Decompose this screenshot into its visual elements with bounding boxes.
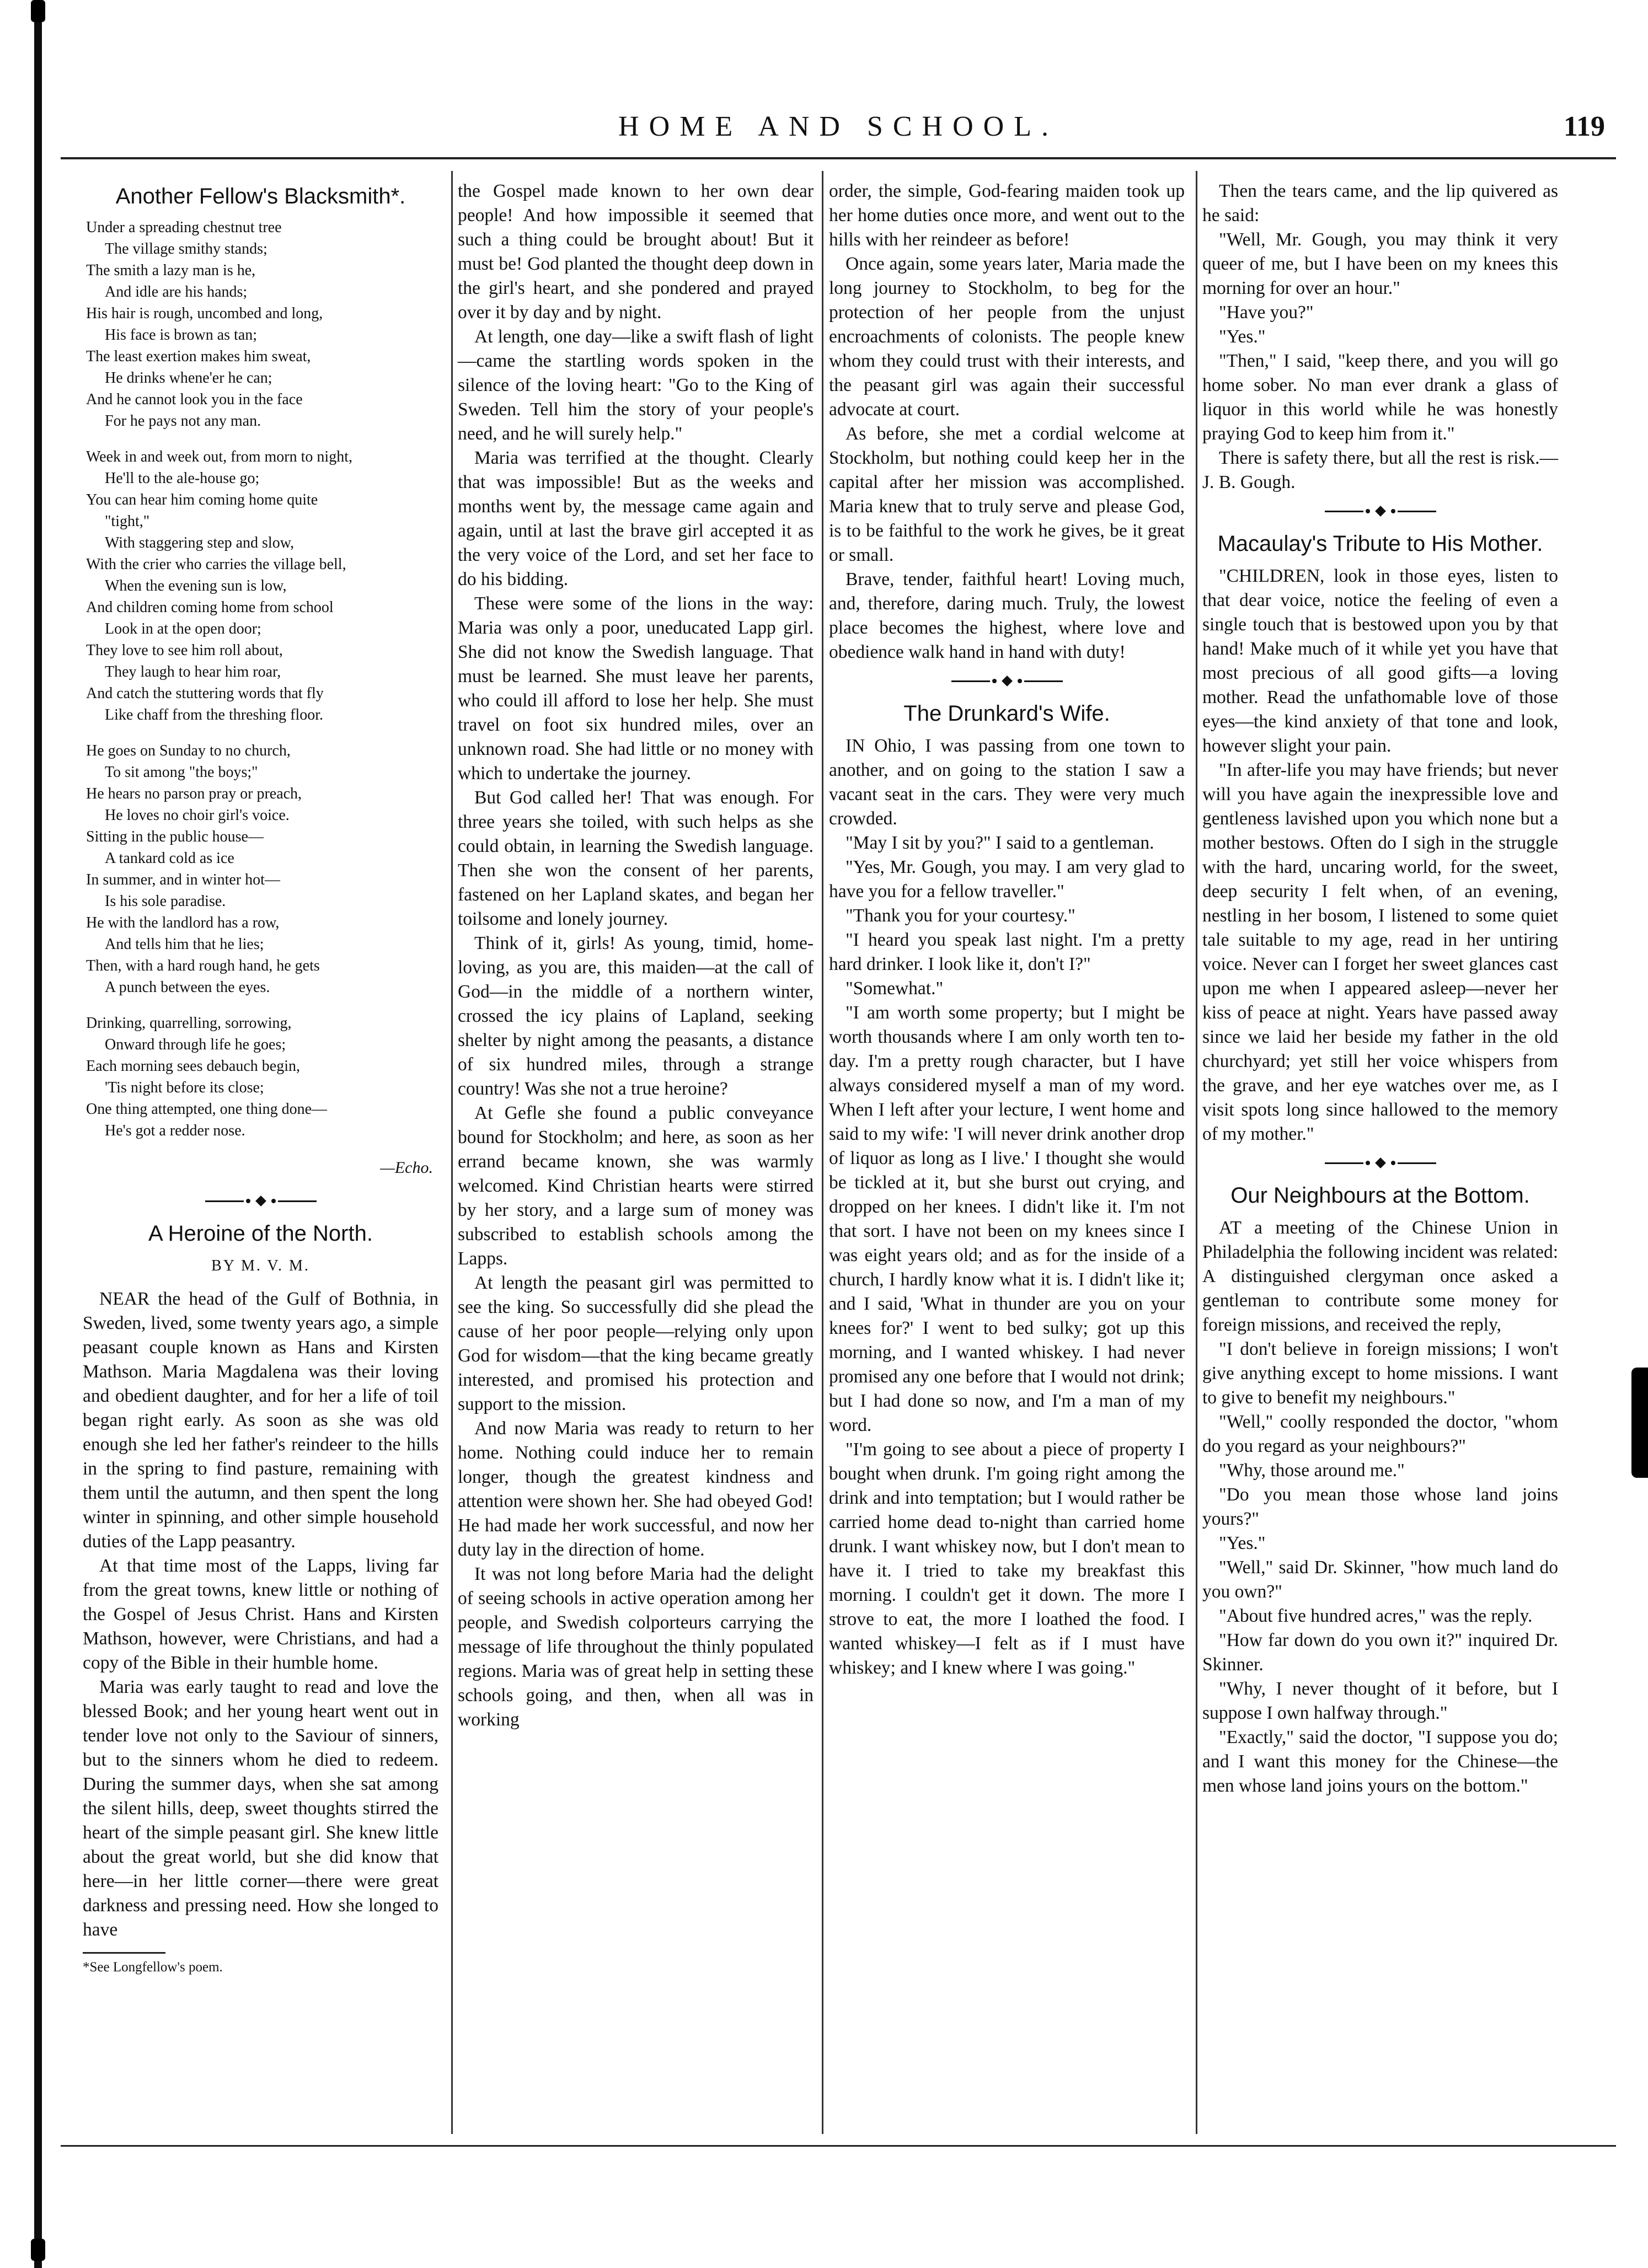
binding-blot (31, 2239, 45, 2261)
paragraph: "Yes." (1219, 326, 1266, 347)
paragraph: At length, one day—like a swift flash of light—came the startling words spoken in the silence of the loving heart: "Go to the King of Sweden. Tell him the story of your people's need, and he will surely help." (458, 326, 814, 444)
poem-line: Like chaff from the threshing floor. (105, 706, 324, 723)
poem-stanza (86, 1012, 438, 1141)
poem-line: He with the landlord has a row, (86, 914, 280, 931)
poem-line: His hair is rough, uncombed and long, (86, 305, 323, 322)
paragraph: "I am worth some property; but I might be worth thousands where I am only worth ten to-day. I'm a pretty rough character, but I have always considered myself a man of my word. When I left after your lecture, I went home and said to my wife: 'I will never drink another drop of liquor as long as I live.' I thought she would be tickled at it, but she burst out crying, and dropped on her knees. I didn't like it. I'm not that sort. I have not been on my knees since I was eight years old; and as for the inside of a church, I hardly know what it is. I didn't like it; and I said, 'What in thunder are you on your knees for?' I went to bed sulky; got up this morning, and I wanted whiskey. I had never promised any one before that I would not drink; but I had done so now, and I'm a man of my word. (829, 1002, 1185, 1435)
paragraph: "Well," coolly responded the doctor, "whom do you regard as your neighbours?" (1202, 1412, 1558, 1456)
paragraph: Once again, some years later, Maria made the long journey to Stockholm, to beg for the protection of her people from the unjust encroachments of colonists. The people knew whom they could trust with their interests, and the peasant girl was again their successful advocate at court. (829, 254, 1185, 420)
article-title: Macaulay's Tribute to His Mother. (1217, 532, 1543, 556)
page-margin (0, 0, 52, 2268)
paragraph: the Gospel made known to her own dear people! And how impossible it seemed that such a thing could be brought about! But it must be! God planted the thought deep down in the girl's heart, and she pondered and prayed over it by day and by night. (458, 181, 814, 323)
paragraph: "Thank you for your courtesy." (846, 905, 1076, 926)
column-1 (83, 179, 438, 1977)
paragraph: At length the peasant girl was permitted to see the king. So successfully did she plead the cause of her poor people—relying only upon God for wisdom—that the king became greatly interested, and promised his protection and support to the mission. (458, 1273, 814, 1414)
poem-line: They love to see him roll about, (86, 642, 283, 659)
column-4 (1202, 179, 1558, 1798)
section-divider (829, 677, 1185, 685)
paragraph: "CHILDREN, look in those eyes, listen to that dear voice, notice the feeling of even a single touch that is bestowed upon you by that hand! Make much of it while yet you have that most precious of all good gifts—a loving mother. Read the unfathomable love of those eyes—the kind anxiety of that tone and look, however slight your pain. (1202, 566, 1558, 756)
page-header (61, 110, 1616, 149)
binding-blot (31, 0, 45, 22)
page-number: 119 (1563, 111, 1605, 142)
poem-line: In summer, and in winter hot— (86, 871, 280, 888)
poem-line: A punch between the eyes. (105, 979, 270, 996)
poem-line: "tight," (105, 513, 150, 530)
paragraph: "I don't believe in foreign missions; I won't give anything except to home missions. I want to give to benefit my neighbours." (1202, 1339, 1558, 1408)
poem-stanza (86, 740, 438, 998)
poem-line: A tankard cold as ice (105, 850, 234, 867)
poem-line: Under a spreading chestnut tree (86, 219, 282, 236)
poem-line: And he cannot look you in the face (86, 391, 303, 408)
paragraph: "Do you mean those whose land joins yours?" (1202, 1484, 1558, 1529)
poem-line: He goes on Sunday to no church, (86, 742, 291, 759)
poem-line: His face is brown as tan; (105, 326, 258, 344)
poem (86, 217, 438, 1141)
paragraph: Maria was early taught to read and love the blessed Book; and her young heart went out in tender love not only to the Saviour of sinners, but to the sinners whom he died to redeem. During the summer days, when she sat among the silent hills, deep, sweet thoughts stirred the heart of the simple peasant girl. She knew little about the great world, but she did know that here—in her little corner—there were great darkness and pressing need. How she longed to have (83, 1677, 438, 1940)
paragraph: At that time most of the Lapps, living far from the great towns, knew little or nothing of the Gospel of Jesus Christ. Hans and Kirsten Mathson, however, were Christians, and had a copy of the Bible in their humble home. (83, 1556, 438, 1673)
header-rule (61, 157, 1616, 159)
poem-line: And idle are his hands; (105, 283, 248, 301)
paragraph: "About five hundred acres," was the reply. (1219, 1606, 1533, 1626)
paragraph: AT a meeting of the Chinese Union in Philadelphia the following incident was related: A distinguished clergyman once asked a gentleman to contribute some money for foreign missions, and received the reply, (1202, 1218, 1558, 1335)
paragraph: "Then," I said, "keep there, and you will go home sober. No man ever drank a glass of liquor in this world while he was honestly praying God to keep him from it." (1202, 351, 1558, 444)
poem-stanza (86, 446, 438, 726)
section-divider (1202, 1159, 1558, 1167)
paragraph: Maria was terrified at the thought. Clearly that was impossible! But as the weeks and months went by, the message came again and again, until at last the brave girl accepted it as the very voice of the Lord, and set her face to do his bidding. (458, 448, 814, 589)
paragraph: Then the tears came, and the lip quivered as he said: (1202, 181, 1558, 226)
paragraph: "I'm going to see about a piece of property I bought when drunk. I'm going right among the drink and into temptation; but I would rather be carried home dead to-night than carried home drunk. I want whiskey now, but I don't mean to have it. I tried to take my breakfast this morning. I couldn't get it down. The more I strove to eat, the more I loathed the food. I wanted whiskey—I felt as if I must have whiskey; and I knew where I was going." (829, 1439, 1185, 1678)
paragraph: "How far down do you own it?" inquired Dr. Skinner. (1202, 1630, 1558, 1675)
poem-line: He's got a redder nose. (105, 1122, 245, 1139)
paragraph: There is safety there, but all the rest is risk.—J. B. Gough. (1202, 448, 1558, 492)
poem-line: One thing attempted, one thing done— (86, 1101, 328, 1118)
paragraph: NEAR the head of the Gulf of Bothnia, in Sweden, lived, some twenty years ago, a simple peasant couple known as Hans and Kirsten Mathson. Maria Magdalena was their loving and obedient daughter, and for her a life of toil began right early. As soon as she was old enough she led her father's reindeer to the hills in the spring to find pasture, remaining with them until the autumn, and then spent the long winter in spinning, and other simple household duties of the Lapp peasantry. (83, 1289, 438, 1552)
article-title: Our Neighbours at the Bottom. (1230, 1183, 1530, 1208)
byline: BY M. V. M. (211, 1257, 310, 1274)
column-3 (829, 179, 1185, 1680)
footnote-rule (83, 1952, 165, 1954)
poem-line: When the evening sun is low, (105, 577, 287, 594)
paragraph: "Why, I never thought of it before, but I suppose I own halfway through." (1202, 1679, 1558, 1723)
paragraph: "Have you?" (1219, 302, 1314, 323)
section-divider (1202, 507, 1558, 516)
paragraph: order, the simple, God-fearing maiden took up her home duties once more, and went out to the hills with her reindeer as before! (829, 181, 1185, 250)
poem-line: He hears no parson pray or preach, (86, 785, 302, 802)
paragraph: "I heard you speak last night. I'm a pretty hard drinker. I look like it, don't I?" (829, 930, 1185, 974)
poem-line: And catch the stuttering words that fly (86, 685, 324, 702)
paragraph: "Yes." (1219, 1533, 1266, 1553)
article-title: The Drunkard's Wife. (903, 701, 1110, 726)
footer-rule (61, 2145, 1616, 2147)
poem-line: Week in and week out, from morn to night, (86, 448, 352, 465)
paragraph: "Well, Mr. Gough, you may think it very queer of me, but I have been on my knees this morning for over an hour." (1202, 229, 1558, 298)
poem-line: He drinks whene'er he can; (105, 369, 272, 387)
column-rule (822, 171, 823, 2134)
poem-line: You can hear him coming home quite (86, 491, 318, 508)
poem-line: Onward through life he goes; (105, 1036, 286, 1053)
paragraph: It was not long before Maria had the delight of seeing schools in active operation among her people, and Swedish colporteurs carrying the message of life throughout the thinly populated regions. Maria was of great help in setting these schools going, and then, when all was in working (458, 1564, 814, 1730)
poem-line: Sitting in the public house— (86, 828, 264, 845)
poem-line: With the crier who carries the village bell, (86, 556, 346, 573)
page-tab-mark (1631, 1368, 1648, 1478)
paragraph: These were some of the lions in the way: Maria was only a poor, uneducated Lapp girl. She did not know the Swedish language. That must be learned. She must leave her parents, who could ill afford to lose her help. She must travel on foot six hundred miles, over an unknown road. She had little or no money with which to undertake the journey. (458, 593, 814, 784)
poem-line: 'Tis night before its close; (105, 1079, 264, 1096)
column-rule (451, 171, 453, 2134)
section-divider (83, 1197, 438, 1205)
poem-source: —Echo. (380, 1159, 433, 1177)
poem-line: And children coming home from school (86, 599, 334, 616)
paragraph: Think of it, girls! As young, timid, home-loving, as you are, this maiden—at the call of God—in the middle of a northern winter, crossed the icy plains of Lapland, seeking shelter by night among the peasants, a distance of six hundred miles, through a strange country! Was she not a true heroine? (458, 933, 814, 1099)
poem-stanza (86, 217, 438, 432)
poem-line: Is his sole paradise. (105, 893, 226, 910)
paragraph: "Well," said Dr. Skinner, "how much land do you own?" (1202, 1557, 1558, 1602)
running-title: HOME AND SCHOOL. (618, 111, 1058, 142)
paragraph: "Why, those around me." (1219, 1460, 1405, 1481)
poem-line: To sit among "the boys;" (105, 764, 258, 781)
poem-line: For he pays not any man. (105, 412, 261, 430)
poem-title: Another Fellow's Blacksmith*. (115, 184, 406, 208)
column-2 (458, 179, 814, 1732)
paragraph: "Exactly," said the doctor, "I suppose you do; and I want this money for the Chinese—the men whose land joins yours on the bottom." (1202, 1727, 1558, 1796)
paragraph: "In after-life you may have friends; but never will you have again the inexpressible love and gentleness lavished upon you which none but a mother bestows. Often do I sigh in the struggle with the hard, uncaring world, for the sweet, deep security I felt when, of an evening, nestling in her bosom, I listened to some quiet tale suitable to my age, read in her untiring voice. Never can I forget her sweet glances cast upon me when I appeared asleep—never her kiss of peace at night. Years have passed away since we laid her beside my father in the old churchyard; yet still her voice whispers from the grave, and her eye watches over me, as I visit spots long since hallowed to the memory of my mother." (1202, 760, 1558, 1144)
paragraph: IN Ohio, I was passing from one town to another, and on going to the station I saw a vacant seat in the cars. They were very much crowded. (829, 736, 1185, 829)
poem-line: The smith a lazy man is he, (86, 262, 256, 279)
paragraph: At Gefle she found a public conveyance bound for Stockholm; and here, as soon as her errand became known, she was warmly welcomed. Kind Christian hearts were stirred by her story, and a large sum of money was subscribed to establish schools among the Lapps. (458, 1103, 814, 1269)
footnote: *See Longfellow's poem. (83, 1960, 223, 1975)
poem-line: Each morning sees debauch begin, (86, 1058, 300, 1075)
poem-line: He loves no choir girl's voice. (105, 807, 290, 824)
paragraph: And now Maria was ready to return to her home. Nothing could induce her to remain longer, though the greatest kindness and attention were shown her. She had obeyed God! He had made her work successful, and now her duty lay in the direction of home. (458, 1418, 814, 1560)
poem-line: And tells him that he lies; (105, 936, 264, 953)
column-rule (1196, 171, 1197, 2134)
poem-line: He'll to the ale-house go; (105, 470, 260, 487)
paragraph: As before, she met a cordial welcome at Stockholm, but nothing could keep her in the capital after her mission was accomplished. Maria knew that to truly serve and please God, is to be faithful to the work he gives, be it great or small. (829, 423, 1185, 565)
paragraph: Brave, tender, faithful heart! Loving much, and, therefore, daring much. Truly, the lowest place becomes the highest, where love and obedience walk hand in hand with duty! (829, 569, 1185, 662)
poem-line: Then, with a hard rough hand, he gets (86, 957, 320, 974)
poem-line: They laugh to hear him roar, (105, 663, 281, 680)
paragraph: "Yes, Mr. Gough, you may. I am very glad to have you for a fellow traveller." (829, 857, 1185, 902)
paragraph: "Somewhat." (846, 978, 944, 999)
poem-line: With staggering step and slow, (105, 534, 295, 551)
article-title: A Heroine of the North. (148, 1221, 373, 1246)
paragraph: But God called her! That was enough. For three years she toiled, with such helps as she could obtain, in learning the Swedish language. Then she won the consent of her parents, fastened on her Lapland skates, and began her toilsome and lonely journey. (458, 787, 814, 929)
binding-line (34, 0, 42, 2268)
poem-line: The village smithy stands; (105, 240, 267, 258)
poem-line: The least exertion makes him sweat, (86, 348, 311, 365)
paragraph: "May I sit by you?" I said to a gentleman. (846, 833, 1154, 853)
poem-line: Drinking, quarrelling, sorrowing, (86, 1015, 292, 1032)
poem-line: Look in at the open door; (105, 620, 261, 637)
